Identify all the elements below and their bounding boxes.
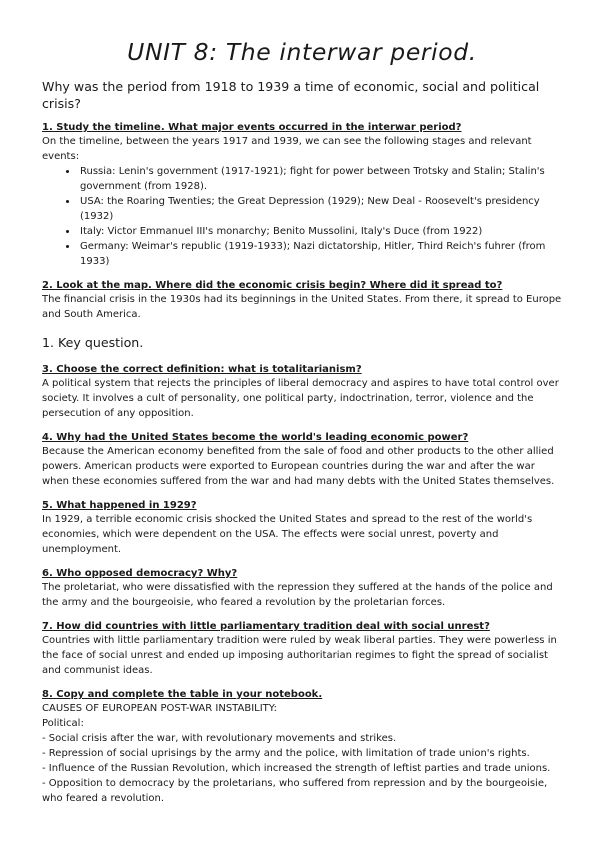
answer-2: The financial crisis in the 1930s had its beginnings in the United States. From there, it spread to Europe and South America. [42,294,562,320]
timeline-list [42,164,562,269]
answer-6: The proletariat, who were dissatisfied with the repression they suffered at the hands of the police and the army and the bourgeoisie, who feared a revolution by the proletarian forces. [42,582,553,608]
question-1: 1. Study the timeline. What major events occurred in the interwar period? [42,122,462,133]
section-q5 [42,499,562,557]
list-item: • Germany: Weimar's republic (1919-1933); Nazi dictatorship, Hitler, Third Reich's fuhrer (from 1933) [78,239,562,269]
section-q2 [42,279,562,322]
list-item: • USA: the Roaring Twenties; the Great Depression (1929); New Deal - Roosevelt's presidency (1932) [78,194,562,224]
list-item: - Repression of social uprisings by the army and the police, with limitation of trade union's rights. [42,748,530,759]
answer-4: Because the American economy benefited from the sale of food and other products to the other allied powers. American products were exported to European countries during the war and after the war when these economies suffered from the war and had many debts with the United States themselves. [42,446,555,487]
page-subtitle: Why was the period from 1918 to 1939 a time of economic, social and political crisis? [42,79,540,111]
page-title: UNIT 8: The interwar period. [127,38,477,66]
section-q8 [42,688,562,806]
section-q1 [42,121,562,269]
section-q3 [42,363,562,421]
question-5: 5. What happened in 1929? [42,500,197,511]
table-subheading: Political: [42,718,84,729]
section-q4 [42,431,562,489]
question-3: 3. Choose the correct definition: what is totalitarianism? [42,364,362,375]
list-item: • Italy: Victor Emmanuel III's monarchy; Benito Mussolini, Italy's Duce (from 1922) [78,224,562,239]
list-item: - Social crisis after the war, with revolutionary movements and strikes. [42,733,397,744]
answer-5: In 1929, a terrible economic crisis shocked the United States and spread to the rest of the world's economies, which were dependent on the USA. The effects were social unrest, poverty and unemployment. [42,514,533,555]
key-question-heading: 1. Key question. [42,335,144,350]
section-q6 [42,567,562,610]
list-item: • Russia: Lenin's government (1917-1921); fight for power between Trotsky and Stalin; Stalin's government (from 1928). [78,164,562,194]
answer-3: A political system that rejects the principles of liberal democracy and aspires to have total control over society. It involves a cult of personality, one political party, indoctrination, terror, violence and the persecution of any opposition. [42,378,559,419]
list-item: - Influence of the Russian Revolution, which increased the strength of leftist parties and trade unions. [42,763,551,774]
question-4: 4. Why had the United States become the world's leading economic power? [42,432,469,443]
question-8: 8. Copy and complete the table in your notebook. [42,689,323,700]
answer-1-intro: On the timeline, between the years 1917 and 1939, we can see the following stages and relevant events: [42,136,532,162]
section-q7 [42,620,562,678]
answer-7: Countries with little parliamentary tradition were ruled by weak liberal parties. They were powerless in the face of social unrest and ended up imposing authoritarian regimes to fight the spread of socialist and communist ideas. [42,635,557,676]
document-page [42,36,562,816]
list-item: - Opposition to democracy by the proletarians, who suffered from repression and by the bourgeoisie, who feared a revolution. [42,778,548,804]
table-heading: CAUSES OF EUROPEAN POST-WAR INSTABILITY: [42,703,277,714]
question-2: 2. Look at the map. Where did the economic crisis begin? Where did it spread to? [42,280,503,291]
question-6: 6. Who opposed democracy? Why? [42,568,238,579]
question-7: 7. How did countries with little parliamentary tradition deal with social unrest? [42,621,490,632]
